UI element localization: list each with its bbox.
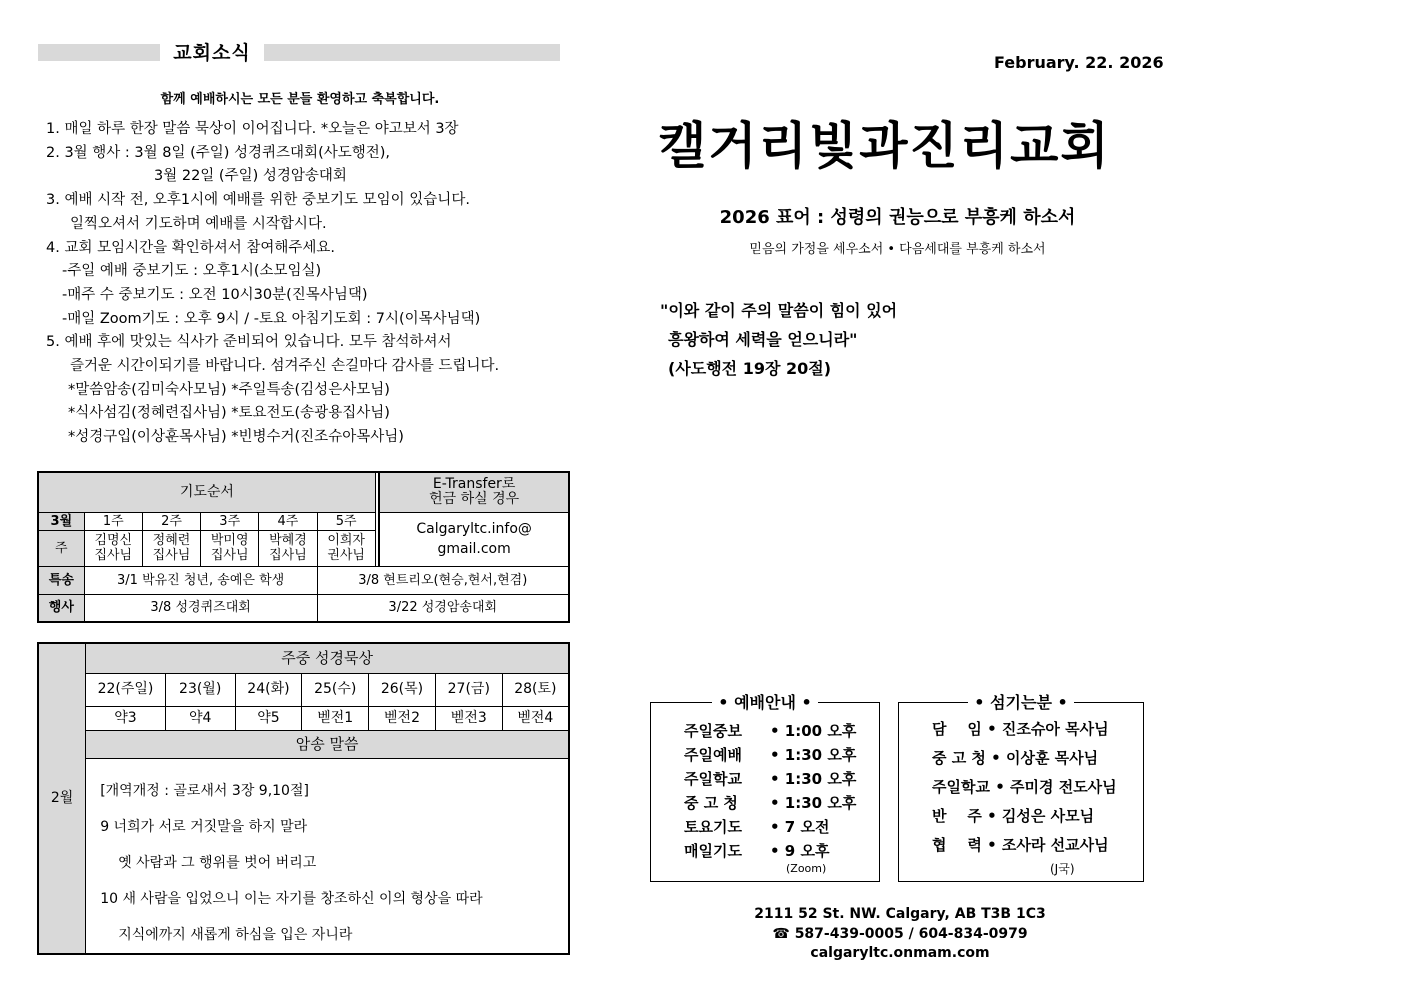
news-line: 3월 22일 (주일) 성경암송대회 bbox=[154, 168, 347, 185]
year-motto: 2026 표어 : 성령의 권능으로 부흥케 하소서 bbox=[719, 207, 1076, 228]
welcome-text: 함께 예배하시는 모든 분들 환영하고 축복합니다. bbox=[160, 92, 440, 107]
reading: 약5 bbox=[235, 706, 302, 730]
day-label: 27(금) bbox=[435, 673, 502, 706]
reading: 벧전2 bbox=[369, 706, 436, 730]
theme-verse: "이와 같이 주의 말씀이 힘이 있어 흥왕하여 세력을 얻으니라" (사도행전 19장 20절) bbox=[660, 301, 898, 378]
day-label: 23(월) bbox=[165, 673, 235, 706]
prayer-month: 3월 bbox=[38, 512, 84, 530]
week-label: 1주 bbox=[84, 512, 142, 530]
recite-verse: [개역개정 : 골로새서 3장 9,10절] 9 너희가 서로 거짓말을 하지 말라 옛 사람과 그 행위를 벗어 버리고 10 새 사람을 입었으니 이는 자기를 창조하신 이의 형상을 따라 지식에까지 새롭게 하심을 입은 자니라 bbox=[86, 758, 569, 954]
worship-item: 주일중보 • 1:00 오후 bbox=[684, 722, 857, 740]
news-line: *말씀암송(김미숙사모님) *주일특송(김성은사모님) bbox=[68, 381, 390, 398]
event-item: 3/8 성경퀴즈대회 bbox=[84, 594, 317, 622]
server-item: 협 력 • 조사라 선교사님 bbox=[932, 836, 1109, 854]
news-line: -주일 예배 중보기도 : 오후1시(소모임실) bbox=[62, 263, 322, 280]
worship-item: 주일학교 • 1:30 오후 bbox=[684, 770, 857, 788]
news-line: 4. 교회 모임시간을 확인하셔서 참여해주세요. bbox=[46, 239, 336, 256]
reading: 약4 bbox=[165, 706, 235, 730]
reading: 벧전4 bbox=[502, 706, 569, 730]
prayer-person: 박미영 집사님 bbox=[201, 530, 259, 566]
week-label: 3주 bbox=[201, 512, 259, 530]
prayer-person: 박혜경 집사님 bbox=[259, 530, 317, 566]
church-website[interactable]: calgaryltc.onmam.com bbox=[810, 945, 990, 961]
day-label: 24(화) bbox=[235, 673, 302, 706]
news-list bbox=[46, 118, 566, 450]
news-line: 2. 3월 행사 : 3월 8일 (주일) 성경퀴즈대회(사도행전), bbox=[46, 144, 391, 161]
news-line: 5. 예배 후에 맛있는 식사가 준비되어 있습니다. 모두 참석하셔서 bbox=[46, 334, 452, 351]
server-note: (J국) bbox=[1050, 862, 1075, 876]
day-label: 22(주일) bbox=[86, 673, 166, 706]
church-name: 캘거리빛과진리교회 bbox=[658, 117, 1111, 175]
special-item: 3/8 현트리오(현승,현서,현겸) bbox=[317, 566, 569, 594]
sub-motto: 믿음의 가정을 세우소서 • 다음세대를 부흥케 하소서 bbox=[749, 242, 1046, 257]
server-item: 주일학교 • 주미경 전도사님 bbox=[932, 778, 1117, 796]
row-label: 주 bbox=[38, 530, 84, 566]
servers-title: • 섬기는분 • bbox=[968, 693, 1073, 712]
special-item: 3/1 박유진 청년, 송예은 학생 bbox=[84, 566, 317, 594]
bible-table bbox=[37, 642, 570, 955]
worship-item: 중 고 청 • 1:30 오후 bbox=[684, 794, 857, 812]
bulletin-date: February. 22. 2026 bbox=[994, 53, 1164, 72]
prayer-person: 김명신 집사님 bbox=[84, 530, 142, 566]
reading: 벧전1 bbox=[302, 706, 369, 730]
news-line: 3. 예배 시작 전, 오후1시에 예배를 위한 중보기도 모임이 있습니다. bbox=[46, 192, 470, 209]
servers-box bbox=[898, 690, 1144, 882]
church-phone: ☎ 587-439-0005 / 604-834-0979 bbox=[772, 926, 1028, 942]
worship-item: 주일예배 • 1:30 오후 bbox=[684, 746, 857, 764]
church-address: 2111 52 St. NW. Calgary, AB T3B 1C3 bbox=[754, 906, 1046, 922]
server-item: 반 주 • 김성은 사모님 bbox=[932, 807, 1095, 825]
week-label: 2주 bbox=[142, 512, 200, 530]
reading: 약3 bbox=[86, 706, 166, 730]
server-item: 담 임 • 진조슈아 목사님 bbox=[932, 720, 1109, 738]
recite-header: 암송 말씀 bbox=[86, 730, 569, 758]
bible-month: 2월 bbox=[38, 643, 86, 954]
etransfer-header: E-Transfer로 헌금 하실 경우 bbox=[379, 472, 569, 512]
worship-info-box bbox=[650, 690, 880, 882]
news-line: 일찍오셔서 기도하며 예배를 시작합시다. bbox=[70, 215, 327, 232]
week-label: 4주 bbox=[259, 512, 317, 530]
news-line: *성경구입(이상훈목사님) *빈병수거(진조슈아목사님) bbox=[68, 429, 404, 446]
news-line: -매일 Zoom기도 : 오후 9시 / -토요 아침기도회 : 7시(이목사님댁) bbox=[62, 310, 481, 327]
news-line: 즐거운 시간이되기를 바랍니다. 섬겨주신 손길마다 감사를 드립니다. bbox=[70, 358, 500, 375]
bible-header: 주중 성경묵상 bbox=[86, 643, 569, 673]
prayer-table bbox=[37, 471, 570, 623]
worship-item: 토요기도 • 7 오전 bbox=[684, 818, 830, 836]
zoom-note: (Zoom) bbox=[786, 862, 827, 875]
news-line: -매주 수 중보기도 : 오전 10시30분(진목사님댁) bbox=[62, 286, 368, 303]
special-label: 특송 bbox=[38, 566, 84, 594]
server-item: 중 고 청 • 이상훈 목사님 bbox=[932, 749, 1099, 767]
day-label: 28(토) bbox=[502, 673, 569, 706]
etransfer-email: Calgaryltc.info@ gmail.com bbox=[379, 512, 569, 566]
news-title: 교회소식 bbox=[160, 38, 264, 65]
prayer-person: 정혜련 집사님 bbox=[142, 530, 200, 566]
event-label: 행사 bbox=[38, 594, 84, 622]
day-label: 26(목) bbox=[369, 673, 436, 706]
news-line: *식사섬김(정혜련집사님) *토요전도(송광용집사님) bbox=[68, 405, 390, 422]
news-line: 1. 매일 하루 한장 말씀 묵상이 이어집니다. *오늘은 야고보서 3장 bbox=[46, 121, 459, 137]
reading: 벧전3 bbox=[435, 706, 502, 730]
prayer-header: 기도순서 bbox=[38, 472, 375, 512]
news-header-band bbox=[38, 44, 560, 61]
prayer-person: 이희자 권사님 bbox=[317, 530, 375, 566]
week-label: 5주 bbox=[317, 512, 375, 530]
day-label: 25(수) bbox=[302, 673, 369, 706]
worship-item: 매일기도 • 9 오후 bbox=[684, 842, 830, 860]
event-item: 3/22 성경암송대회 bbox=[317, 594, 569, 622]
worship-title: • 예배안내 • bbox=[712, 693, 817, 712]
